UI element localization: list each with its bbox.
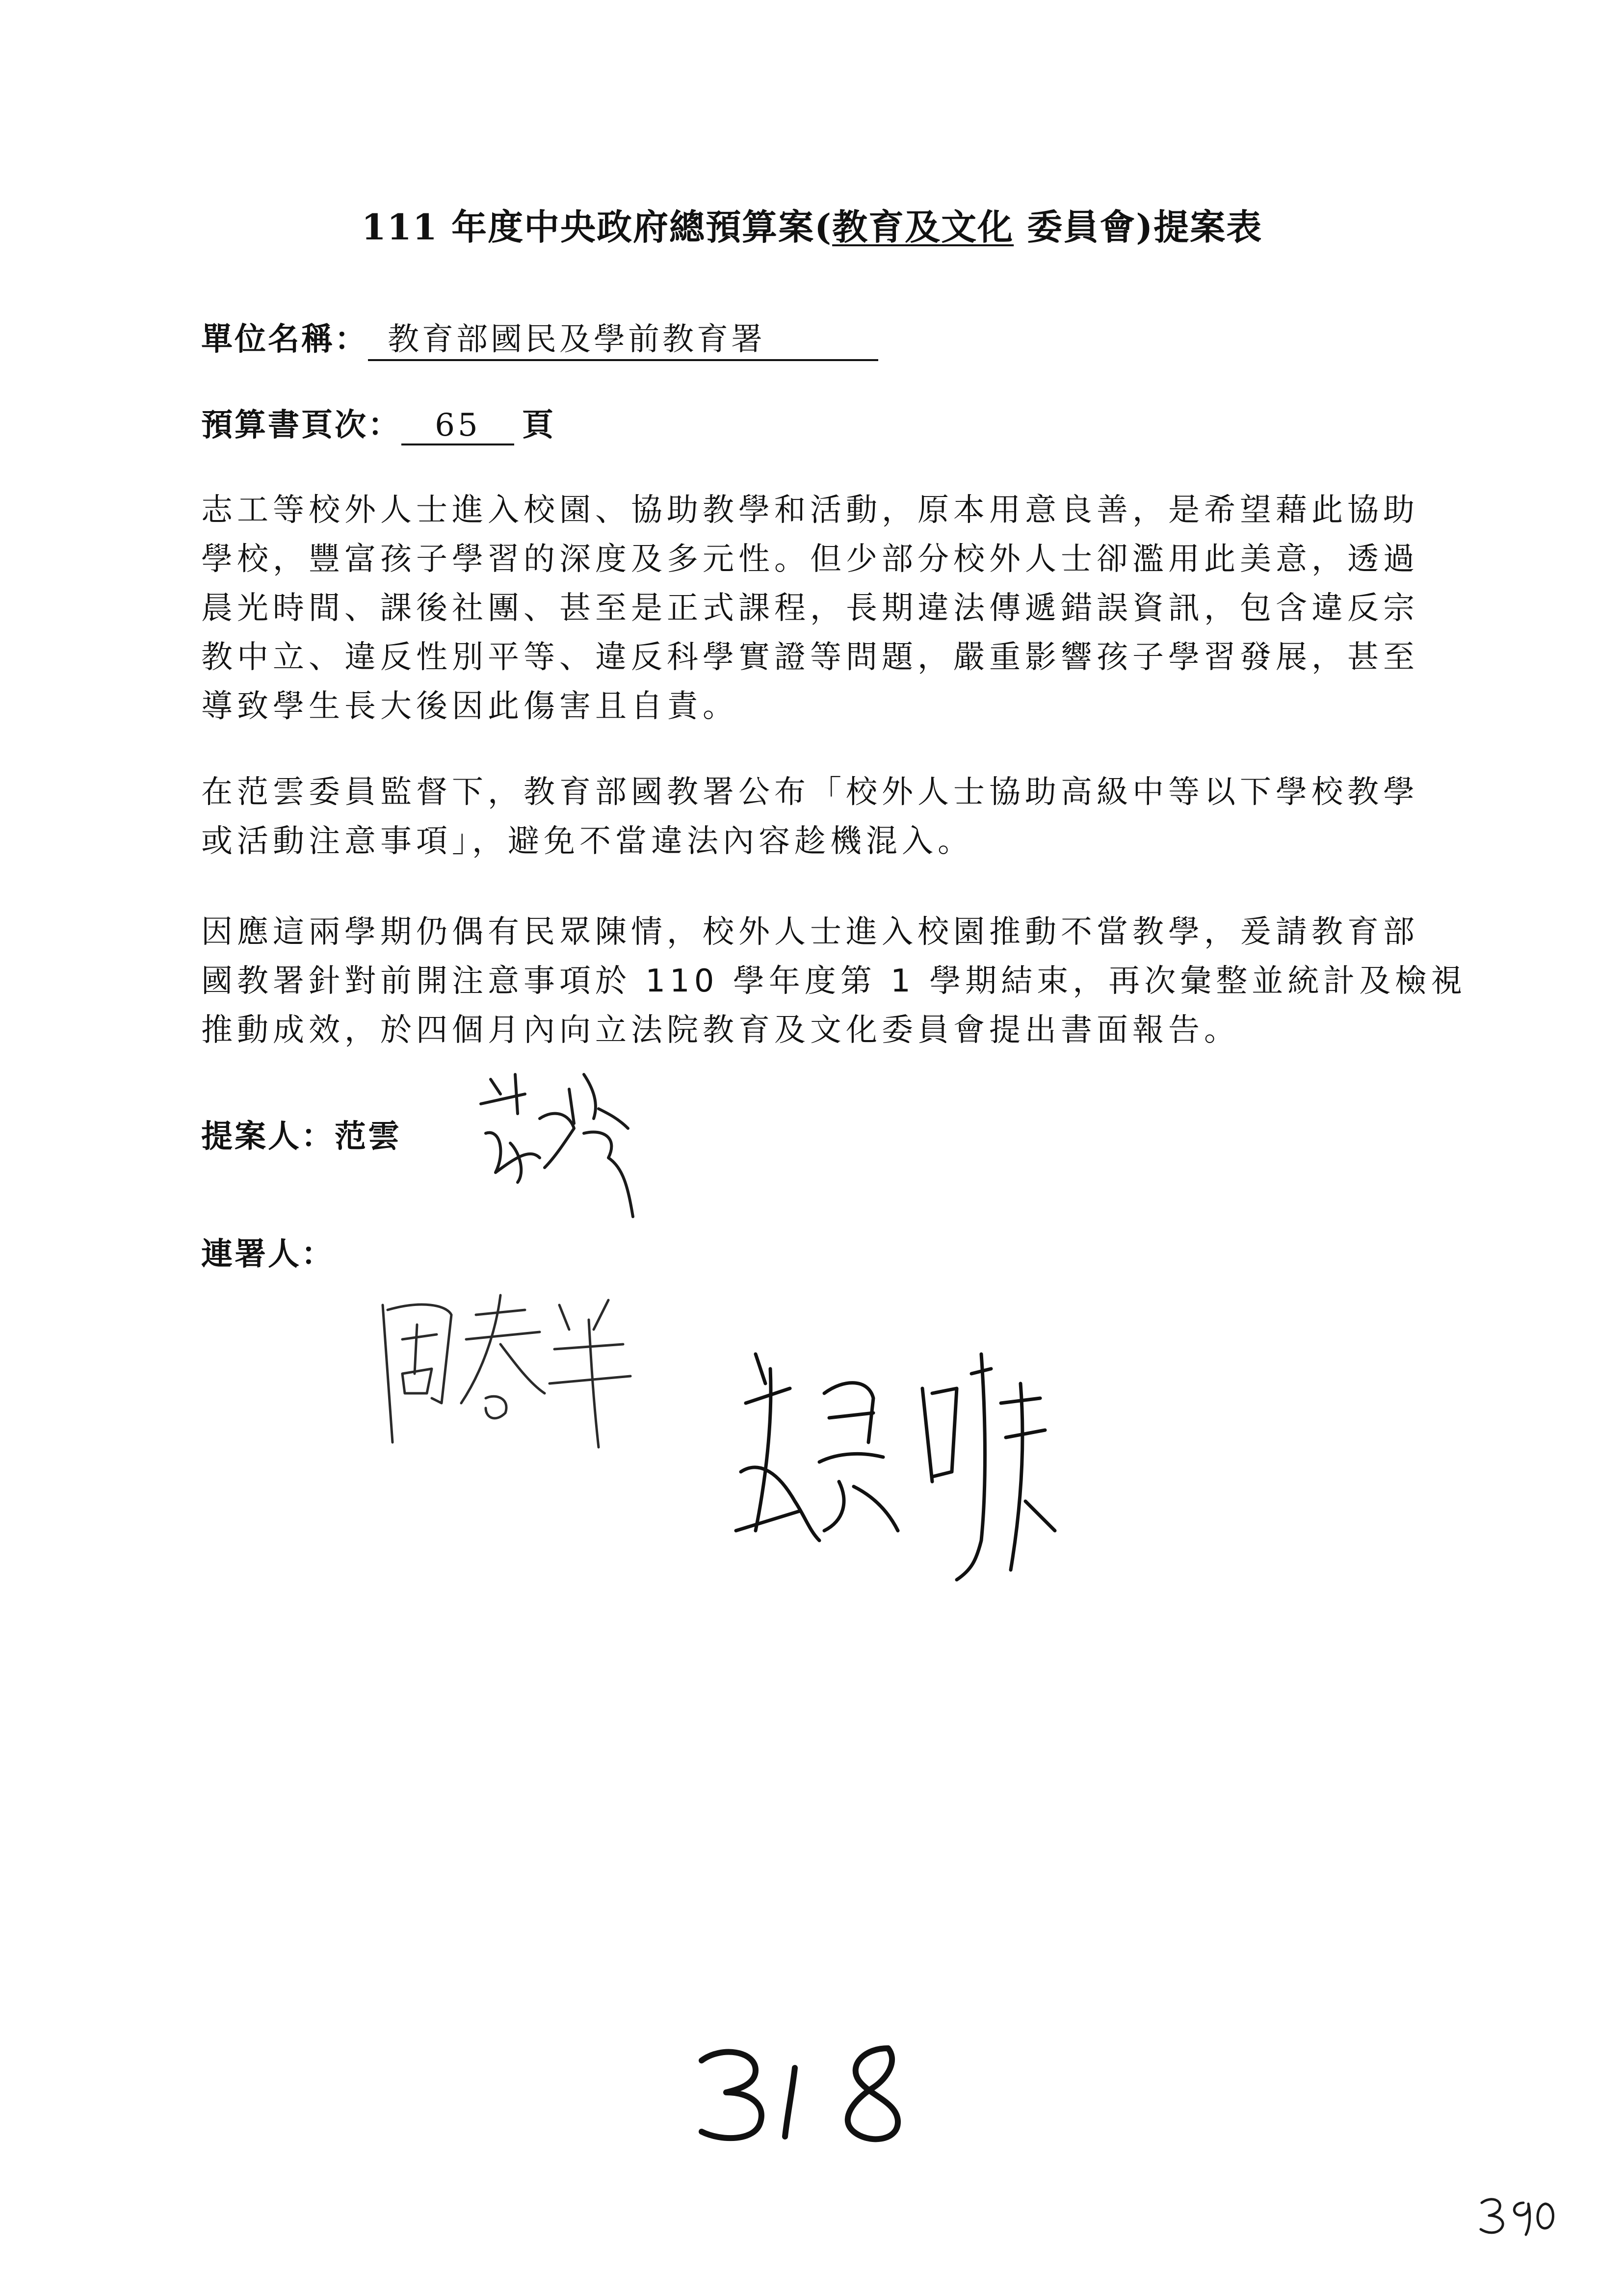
cosigner-label: 連署人：: [201, 1236, 335, 1273]
budget-page-suffix: 頁: [522, 407, 553, 444]
title-prefix: 111 年度中央政府總預算案(: [361, 206, 833, 248]
handwritten-stamp-number: [682, 2031, 937, 2151]
cosigner-signature-2: [726, 1325, 1070, 1599]
handwritten-page-number: [1477, 2193, 1560, 2239]
paragraph-line: 國教署針對前開注意事項於 110 學年度第 1 學期結束，再次彙整並統計及檢視: [201, 963, 1467, 999]
proposer-signature: [471, 1060, 657, 1226]
paragraph-line: 學校，豐富孩子學習的深度及多元性。但少部分校外人士卻濫用此美意，透過: [201, 541, 1419, 577]
title-committee: 教育及文化: [832, 206, 1014, 248]
budget-page-label: 預算書頁次：: [201, 407, 401, 444]
paragraph-background: [201, 486, 1447, 731]
paragraph-line: 因應這兩學期仍偶有民眾陳情，校外人士進入校園推動不當教學，爰請教育部: [201, 914, 1419, 950]
unit-name-label: 單位名稱：: [201, 321, 368, 358]
paragraph-line: 志工等校外人士進入校園、協助教學和活動，原本用意良善，是希望藉此協助: [201, 492, 1419, 528]
unit-name-field: [201, 314, 878, 361]
title-suffix: 委員會)提案表: [1014, 206, 1263, 248]
paragraph-line: 或活動注意事項」，避免不當違法內容趁機混入。: [201, 823, 973, 860]
paragraph-request: [201, 908, 1467, 1055]
paragraph-line: 教中立、違反性別平等、違反科學實證等問題，嚴重影響孩子學習發展，甚至: [201, 639, 1419, 676]
paragraph-oversight: [201, 768, 1447, 866]
unit-name-value: 教育部國民及學前教育署: [368, 314, 878, 361]
paragraph-line: 晨光時間、課後社團、甚至是正式課程，長期違法傳遞錯誤資訊，包含違反宗: [201, 590, 1419, 626]
document-title: [0, 199, 1624, 250]
proposer-label: 提案人：范雲: [201, 1118, 401, 1155]
paragraph-line: 推動成效，於四個月內向立法院教育及文化委員會提出書面報告。: [201, 1012, 1240, 1048]
budget-page-value: 65: [401, 407, 514, 445]
cosigner-signature-1: [363, 1276, 638, 1462]
paragraph-line: 導致學生長大後因此傷害且自責。: [201, 688, 738, 725]
paragraph-line: 在范雲委員監督下，教育部國教署公布「校外人士協助高級中等以下學校教學: [201, 774, 1419, 810]
budget-page-field: [201, 400, 553, 445]
